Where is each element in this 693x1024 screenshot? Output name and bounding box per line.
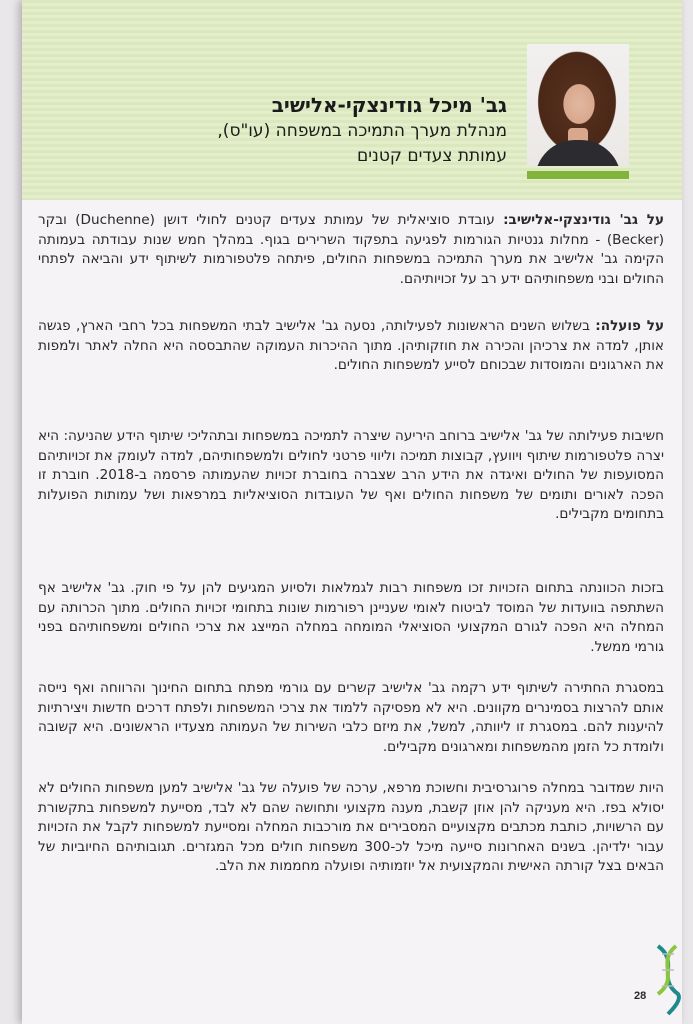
- dna-helix-logo-icon: [654, 944, 682, 1016]
- header-band: [22, 0, 682, 200]
- header-text: [167, 92, 507, 168]
- portrait-photo: [527, 44, 629, 166]
- paragraph-text: בזכות הכוונתה בתחום הזכויות זכו משפחות רבות לגמלאות ולסיוע המגיעים להן על פי חוק. גב' אלישיב אף השתתפה בוועדות של המוסד לביטוח לאומי שעניינן רפורמות שונות בתחומי זכויות החולים. מתוך הכרותה עם המחלה היא הפכה לגורם המקצועי הסוציאלי המומחה במחלה המייצג את צרכי החולים ומשפחותיהם בפני גורמי ממשל.: [38, 580, 664, 655]
- person-name: גב' מיכל גודינצקי-אלישיב: [271, 93, 507, 117]
- person-role-line1: מנהלת מערך התמיכה במשפחה (עו"ס),: [217, 121, 507, 141]
- paragraph-value: [38, 779, 664, 877]
- paragraph-about: [38, 211, 664, 289]
- photo-accent-bar: [527, 171, 629, 179]
- paragraph-importance: [38, 427, 664, 525]
- paragraph-knowledge: [38, 679, 664, 757]
- paragraph-lead: על גב' גודינצקי-אלישיב:: [503, 212, 664, 228]
- paragraph-text: חשיבות פעילותה של גב' אלישיב ברוחב היריעה שיצרה לתמיכה במשפחות ובתהליכי שיתוף הידע שהניעה: היא יצרה פלטפורמות שיתוף ויוועץ, קבוצות תמיכה וליווי פרטני לחולים ולמשפחותיהם, למדה לעומק את זכויותיהם המסועפות של החולים ואיגדה את הידע הרב שצברה בחוברת זכויות שהעמותה פרסמה ב-2018. חוברת זו הפכה לאורים ותומים של משפחות החולים ואף של העובדות הסוציאליות במרפאות ושל עמותות הפועלות בתחומים מקבילים.: [38, 428, 664, 523]
- paragraph-text: בשלוש השנים הראשונות לפעילותה, נסעה גב' אלישיב לבתי המשפחות בכל רחבי הארץ, פגשה אותן, למדה את צרכיהן והכירה את חוזקותיהן. מתוך ההיכרות העמוקה שהתבססה היא החלה לאתר ולמפות את הארגונים והמוסדות שבכוחם לסייע למשפחות החולים.: [38, 318, 664, 374]
- paragraph-text: עובדת סוציאלית של עמותת צעדים קטנים לחולי דושן (Duchenne) ובקר (Becker) - מחלות גנטיות הגורמות לפגיעה בתפקוד השרירים בגוף. במהלך חמש שנות עבודתה בעמותה הקימה גב' אלישיב את מערך התמיכה במשפחות החולים, פיתחה פלטפורמות לשיתוף ידע והביאה לפתחי החולים ובני משפחותיהם ידע רב על זכויותיהם.: [38, 212, 664, 287]
- portrait-shoulders: [535, 140, 621, 166]
- page-number: 28: [634, 990, 647, 1002]
- paragraph-work: [38, 317, 664, 376]
- paragraph-lead: על פועלה:: [595, 318, 665, 334]
- paragraph-rights: [38, 579, 664, 657]
- person-role-line2: עמותת צעדים קטנים: [356, 146, 507, 166]
- paragraph-text: היות שמדובר במחלה פרוגרסיבית וחשוכת מרפא, ערכה של פועלה של גב' אלישיב למען משפחות החולים לא יסולא בפז. היא מעניקה להן אוזן קשבת, מענה מקצועי ותחושה שהם לא לבד, מסייעת למשפחות בתקשורת עם הרשויות, כותבת מכתבים מקצועיים המסבירים את מורכבות המחלה ומסייעת למשפחות לקבל את הזכויות עבור ילדיהן. בשנים האחרונות סייעה מיכל לכ-300 משפחות חולים מכל המגזרים. תגובותיהם החיוביות של הבאים בצל קורתה האישית והמקצועית אל יוזמותיה ופועלה מחממות את הלב.: [38, 780, 664, 875]
- paragraph-text: במסגרת החתירה לשיתוף ידע רקמה גב' אלישיב קשרים עם גורמי מפתח בתחום החינוך והרווחה ואף נייסה אותם להרצות בסמינרים מקוונים. היא לא מפסיקה ללמוד את צרכי המשפחות ולפתח דרכים חדשות ויצירתיות להיענות להם. במסגרת זו ליוותה, למשל, את מיזם כלבי השירות של העמותה מצעדיו הראשונים. היא קשובה ולומדת כל הזמן מהמשפחות ומארגונים מקבילים.: [38, 680, 664, 755]
- document-page: [22, 0, 682, 1024]
